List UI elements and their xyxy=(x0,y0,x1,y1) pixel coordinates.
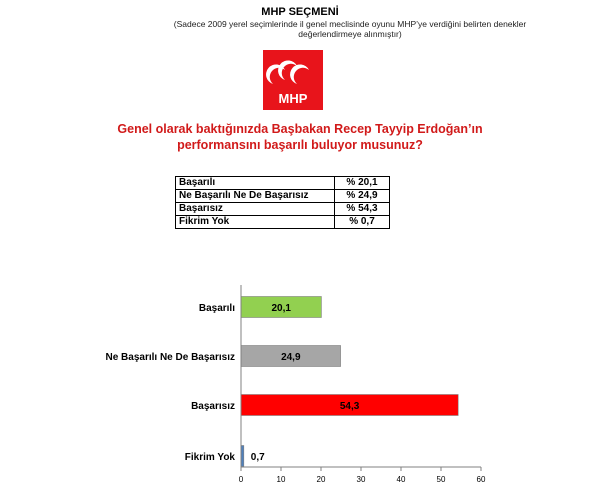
category-label: Ne Başarılı Ne De Başarısız xyxy=(105,352,235,363)
x-tick-label: 0 xyxy=(238,475,244,484)
table-row xyxy=(176,190,390,203)
table-row xyxy=(176,177,390,190)
table-cell-label: Ne Başarılı Ne De Başarısız xyxy=(176,190,335,203)
x-tick-label: 10 xyxy=(276,475,286,484)
data-label: 54,3 xyxy=(339,401,360,412)
mhp-logo xyxy=(263,50,323,110)
category-label: Fikrim Yok xyxy=(184,452,235,463)
table-cell-value: % 54,3 xyxy=(335,203,390,216)
x-tick-label: 40 xyxy=(396,475,406,484)
table-cell-label: Başarılı xyxy=(176,177,335,190)
data-label: 24,9 xyxy=(281,352,301,363)
table-cell-value: % 0,7 xyxy=(335,216,390,229)
table-cell-value: % 24,9 xyxy=(335,190,390,203)
table-cell-label: Başarısız xyxy=(176,203,335,216)
x-tick-label: 60 xyxy=(476,475,486,484)
table-row xyxy=(176,216,390,229)
crescents-icon xyxy=(263,50,323,110)
logo-text: MHP xyxy=(278,91,308,106)
x-tick-label: 50 xyxy=(436,475,446,484)
data-label: 20,1 xyxy=(271,303,291,314)
results-table xyxy=(175,176,390,229)
category-label: Başarısız xyxy=(191,401,235,412)
table-cell-value: % 20,1 xyxy=(335,177,390,190)
data-label: 0,7 xyxy=(250,452,265,463)
survey-question xyxy=(60,121,540,153)
page-title: MHP SEÇMENİ xyxy=(261,6,339,18)
question-line-2: performansını başarılı buluyor musunuz? xyxy=(177,138,423,152)
x-tick-label: 20 xyxy=(316,475,326,484)
table-row xyxy=(176,203,390,216)
question-line-1: Genel olarak baktığınızda Başbakan Recep Tayyip Erdoğan’ın xyxy=(117,122,483,136)
bar-chart xyxy=(0,270,600,503)
page-subtitle: (Sadece 2009 yerel seçimlerinde il genel meclisinde oyunu MHP’ye verdiğini belirten denekler değerlendirmeye alınmıştır) xyxy=(173,19,527,39)
category-label: Başarılı xyxy=(198,303,235,314)
table-cell-label: Fikrim Yok xyxy=(176,216,335,229)
x-tick-label: 30 xyxy=(356,475,366,484)
